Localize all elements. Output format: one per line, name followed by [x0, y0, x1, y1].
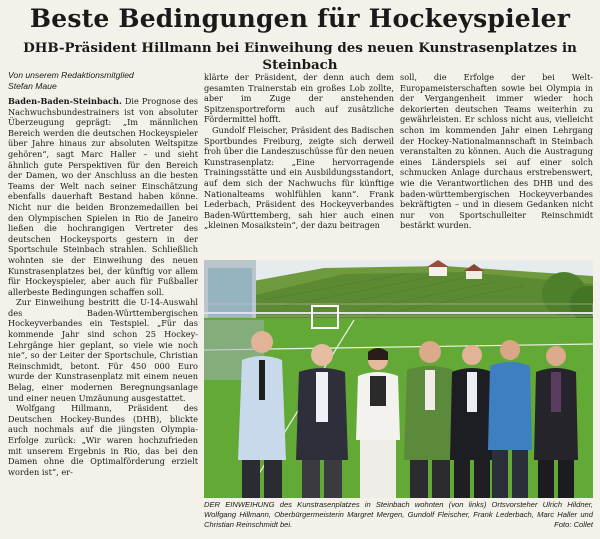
caption-text: DER EINWEIHUNG des Kunstrasenplatzes in Steinbach wohnten (von links) Ortsvorsteher Ulrich Hildner, Wolfgang Hillmann, Oberbürgermeisterin Margret Mergen, Gundolf Fleischer, Frank Lederbach, Marc Haller und Christian Reinschmidt bei. [204, 500, 593, 529]
subheadline: DHB-Präsident Hillmann bei Einweihung des neuen Kunstrasenplatzes in Steinbach [23, 40, 577, 73]
paragraph: Gundolf Fleischer, Präsident des Badischen Sportbundes Freiburg, zeigte sich derweil froh über die Landeszuschüsse für den neuen Kunstrasenplatz: „Eine hervorragende Trainingsstätte und ein Ausbildungsstandort, auf dem sich der Nachwuchs für künftige Nationalteams wohlfühlen kann“. Frank Lederbach, Präsident des Hockeyverbandes Baden-Württemberg, sah hier auch einen „kleinen Mosaikstein“, der dazu beitragen [204, 124, 394, 231]
paragraph: Wolfgang Hillmann, Präsident des Deutschen Hockey-Bundes (DHB), blickte auch nochmals auf die jüngsten Olympia-Erfolge zurück: „Wir waren hochzufrieden mit unserem Ergebnis in Rio, das bei den Damen ohne die Optimalförderung erzielt worden ist“, er- [8, 403, 198, 477]
paragraph: Zur Einweihung bestritt die U-14-Auswahl des Baden-Württembergischen Hockeyverbandes ein Testspiel. „Für das kommende Jahr sind schon 25 Hockey-Lehrgänge hier geplant, so viele wie noch nie“, so der Leiter der Sportschule, Christian Reinschmidt, betont. Für 450 000 Euro wurde der Kunstrasenplatz mit einem neuen Belag, einer modernen Beregnungsanlage und einer neuen Umzäunung ausgestattet. [8, 297, 198, 403]
paragraph: soll, die Erfolge der bei Welt-Europameisterschaften sowie bei Olympia in der Vergangenheit immer wieder hoch dekorierten deutschen Teams weiterhin zu gewährleisten. Er schloss nicht aus, vielleicht schon im kommenden Jahr einen Lehrgang der Hockey-Nationalmannschaft in Steinbach veranstalten zu können. Auch die Austragung eines Länderspiels sei auf einer solch schmucken Anlage durchaus erstrebenswert, wie die Verantwortlichen des DHB und des baden-württembergischen Hockeyverbandes bekräftigten – und in diesem Gedanken nicht nur von Sportschulleiter Reinschmidt bestärkt wurden. [400, 72, 593, 231]
headline: Beste Bedingungen für Hockeyspieler [29, 4, 571, 33]
photo-caption [204, 500, 593, 530]
article-column-1 [8, 96, 198, 536]
paragraph-text: Die Prognose des Nachwuchsbundestrainers ist von absoluter Überzeugung geprägt: „Im männlichen Bereich werden die deutschen Hockeyspieler über Jahre hinaus zur absoluten Weltspitze gehören“, sagt Marc Haller – und sieht ähnlich gute Perspektiven für den Bereich der Damen, wo der Anschluss an die besten Teams der Welt nach seiner Einschätzung ebenfalls dauerhaft Bestand haben könne. Nicht nur die beiden Bronzemedaillen bei den Olympischen Spielen in Rio de Janeiro ließen die hochrangigen Vertreter des deutschen Hockeysports gestern in der Sportschule Steinbach strahlen. Schließlich wohnten sie der Einweihung des neuen Kunstrasenplatzes bei, der künftig vor allem für Hockeyspieler, aber auch für Fußballer allerbeste Bedingungen schaffen soll. [8, 96, 198, 297]
photo-illustration [204, 260, 593, 498]
paragraph [8, 96, 198, 297]
dateline: Baden-Baden-Steinbach. [8, 96, 122, 106]
byline [8, 70, 198, 92]
article-column-3 [400, 72, 593, 256]
paragraph: klärte der Präsident, der denn auch dem gesamten Trainerstab ein großes Lob zollte, aber im Zuge der anstehenden Spitzensportreform auch auf zusätzliche Fördermittel hofft. [204, 72, 394, 125]
byline-line-1: Von unserem Redaktionsmitglied [8, 70, 134, 80]
article-column-2 [204, 72, 394, 256]
article-photo [204, 260, 593, 498]
photo-credit: Foto: Collet [554, 520, 593, 529]
byline-author: Stefan Maue [8, 81, 57, 91]
